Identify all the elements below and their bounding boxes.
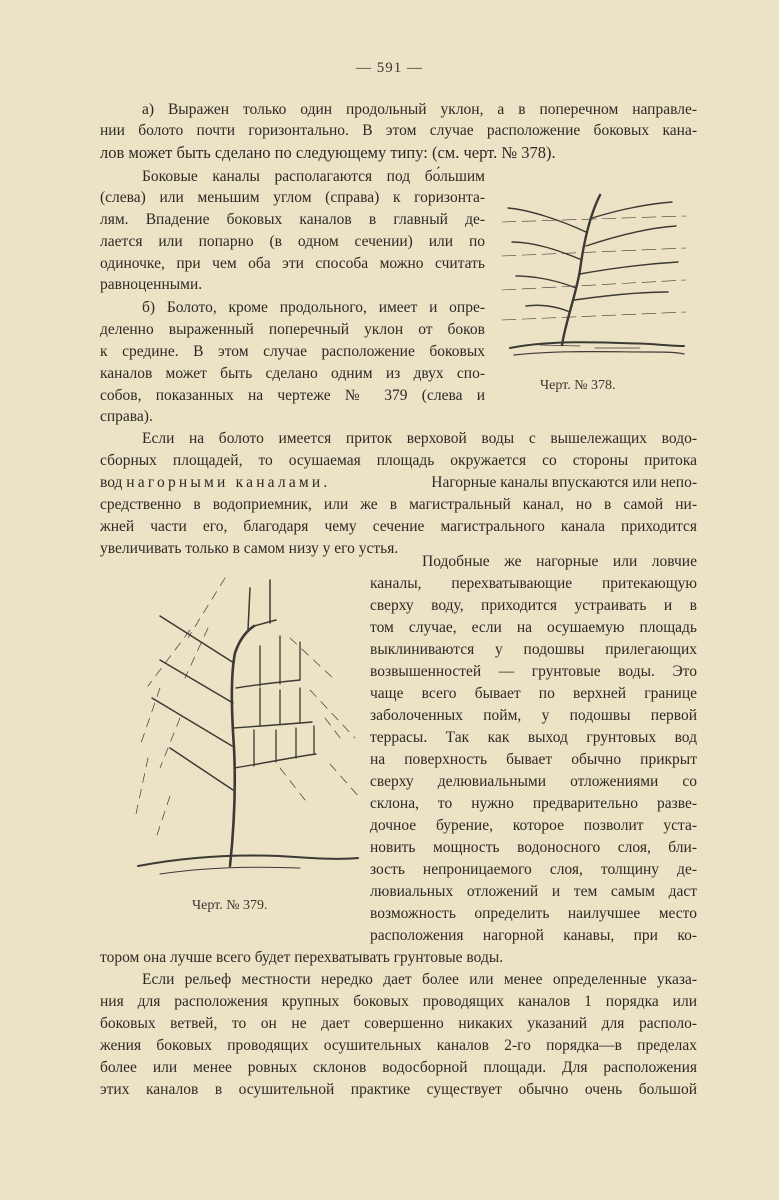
text-line: деленно выраженный поперечный уклон от боков bbox=[100, 321, 485, 338]
text-line: расположения нагорной канавы, при ко- bbox=[370, 927, 697, 944]
text-line: лов может быть сделано по следующему типу: (см. черт. № 378). bbox=[100, 143, 556, 162]
text-line: справа). bbox=[100, 408, 153, 425]
text-line: жней части его, благодаря чему сечение магистрального канала приходится bbox=[100, 518, 697, 535]
text-line: а) Выражен только один продольный уклон, а в поперечном направле- bbox=[142, 101, 697, 118]
text-line: (слева) или меньшим углом (справа) к горизонта- bbox=[100, 189, 485, 206]
text-line: склона, то нужно предварительно разве- bbox=[370, 795, 697, 812]
text-line: собов, показанных на чертеже № 379 (слева и bbox=[100, 387, 485, 404]
text-fragment bbox=[100, 473, 331, 493]
text-line: ния для расположения крупных боковых проводящих каналов 1 порядка или bbox=[100, 993, 697, 1010]
text-line: средственно в водоприемник, или же в магистральный канал, но в самой ни- bbox=[100, 496, 697, 513]
figure-378-drawing bbox=[500, 180, 690, 365]
text-line: сборных площадей, то осушаемая площадь окружается со стороны притока bbox=[100, 452, 697, 469]
text-line: террасы. Так как выход грунтовых вод bbox=[370, 729, 697, 746]
figure-379-drawing bbox=[130, 568, 365, 886]
text-line: том случае, если на осушаемую площадь bbox=[370, 619, 697, 636]
text-line: выклиниваются у подошвы прилегающих bbox=[370, 641, 697, 658]
text-line: новить мощность водоносного слоя, бли- bbox=[370, 839, 697, 856]
text-line: равноценными. bbox=[100, 276, 203, 293]
text-line: чаще всего бывает по верхней границе bbox=[370, 685, 697, 702]
text-fragment: вод bbox=[100, 474, 127, 491]
text-line: б) Болото, кроме продольного, имеет и опре- bbox=[142, 299, 485, 316]
text-line bbox=[100, 473, 697, 493]
text-line: сверху воду, приходится устраивать и в bbox=[370, 597, 697, 614]
text-line: зость непроницаемого слоя, толщину де- bbox=[370, 861, 697, 878]
text-line: возможность определить наилучшее место bbox=[370, 905, 697, 922]
text-line: увеличивать только в самом низу у его устья. bbox=[100, 540, 399, 557]
text-line: заболоченных пойм, у подошвы первой bbox=[370, 707, 697, 724]
text-line: лювиальных отложений и тем самым даст bbox=[370, 883, 697, 900]
text-line: более или менее ровных склонов водосборной площади. Для расположения bbox=[100, 1059, 697, 1076]
text-line: одиночке, при чем оба эти способа можно считать bbox=[100, 255, 485, 272]
text-line: сверху делювиальными отложениями со bbox=[370, 773, 697, 790]
text-line: на поверхность бывает обычно прикрыт bbox=[370, 751, 697, 768]
text-line: тором она лучше всего будет перехватывать грунтовые воды. bbox=[100, 949, 504, 966]
spaced-text: нагорными каналами. bbox=[126, 474, 331, 491]
text-line: Если рельеф местности нередко дает более или менее определенные указа- bbox=[142, 971, 697, 988]
text-line: каналов может быть сделано одним из двух спо- bbox=[100, 365, 485, 382]
page-number: — 591 — bbox=[356, 60, 423, 76]
text-line: Боковые каналы располагаются под бо́льшим bbox=[142, 168, 485, 185]
text-line: жения боковых проводящих осушительных каналов 2-го порядка—в пределах bbox=[100, 1037, 697, 1054]
figure-378-caption: Черт. № 378. bbox=[540, 378, 616, 393]
text-line: лям. Впадение боковых каналов в главный де- bbox=[100, 211, 485, 228]
text-line: каналы, перехватывающие притекающую bbox=[370, 575, 697, 592]
text-line: нии болото почти горизонтально. В этом случае расположение боковых кана- bbox=[100, 122, 697, 139]
text-fragment: Нагорные каналы впускаются или непо- bbox=[431, 474, 697, 491]
text-line: боковых ветвей, то он не дает совершенно никаких указаний для располо- bbox=[100, 1015, 697, 1032]
text-line: Если на болото имеется приток верховой воды с вышележащих водо- bbox=[142, 430, 697, 447]
figure-379-caption: Черт. № 379. bbox=[192, 898, 268, 913]
text-line: лается или попарно (в одном сечении) или по bbox=[100, 233, 485, 250]
text-line: к средине. В этом случае расположение боковых bbox=[100, 343, 485, 360]
text-line: этих каналов в осушительной практике существует обычно очень большой bbox=[100, 1081, 697, 1098]
text-line: возвышенностей — грунтовые воды. Это bbox=[370, 663, 697, 680]
text-line: дочное бурение, которое позволит уста- bbox=[370, 817, 697, 834]
text-line: Подобные же нагорные или ловчие bbox=[422, 553, 697, 570]
